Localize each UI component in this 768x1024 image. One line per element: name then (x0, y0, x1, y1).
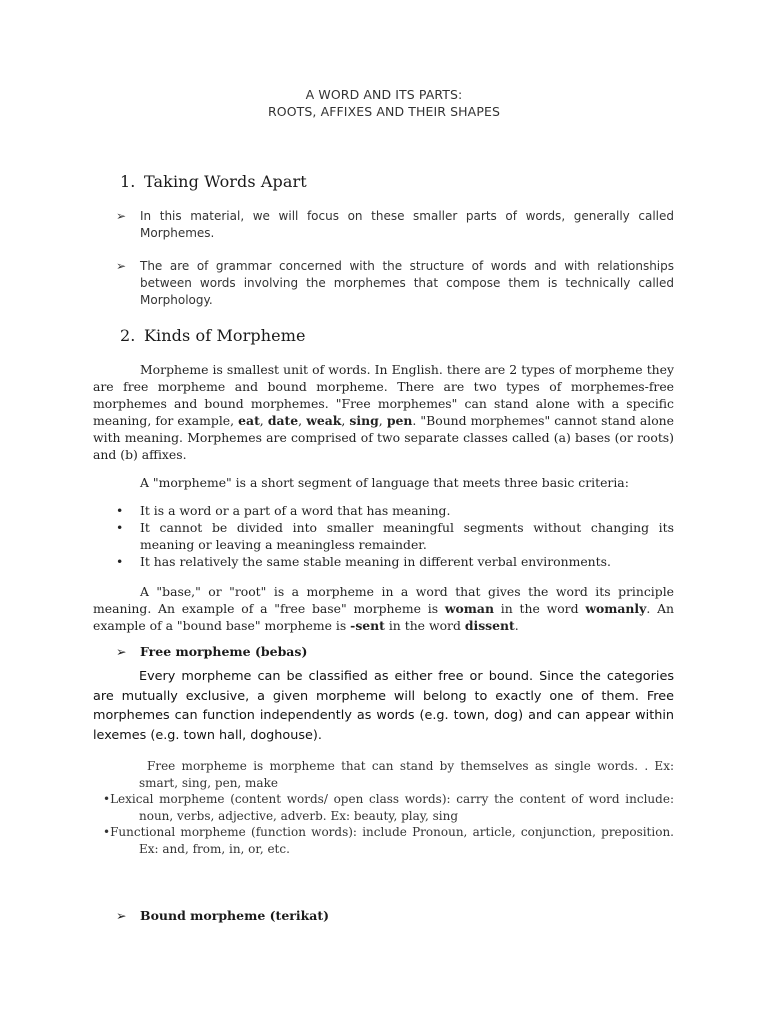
example-word: eat (238, 413, 260, 428)
section-1-heading (120, 172, 307, 191)
section-2-heading (120, 326, 306, 345)
arrow-bullet-icon: ➢ (116, 644, 127, 659)
bound-morpheme-heading: ➢ Bound morpheme (terikat) (116, 908, 330, 923)
section-1-item-2 (116, 258, 674, 309)
example-word: -sent (350, 618, 385, 633)
criteria-list (114, 502, 674, 570)
base-root-paragraph: A "base," or "root" is a morpheme in a word that gives the word its principle meaning. An example of a "free base" morpheme is woman in the word womanly. An example of a "bound base" morpheme is -sent in the word dissent. (93, 584, 674, 633)
bullet-icon: • (116, 554, 124, 569)
arrow-bullet-icon: ➢ (116, 259, 127, 273)
section-1-item-1 (116, 208, 674, 242)
section-1-item-1-text: In this material, we will focus on these smaller parts of words, generally called Morphemes. (140, 209, 674, 240)
title-line-1: A WORD AND ITS PARTS: (305, 87, 463, 102)
section-1-number: 1. (120, 172, 136, 191)
criteria-intro-paragraph: A "morpheme" is a short segment of language that meets three basic criteria: (140, 475, 629, 490)
list-item: • It has relatively the same stable meaning in different verbal environments. (116, 554, 611, 569)
example-word: pen (386, 413, 413, 428)
free-morpheme-definition: Free morpheme is morpheme that can stand by themselves as single words. . Ex: smart, sing, pen, make (139, 759, 674, 790)
section-1-title: Taking Words Apart (144, 172, 307, 191)
title-line-2: ROOTS, AFFIXES AND THEIR SHAPES (268, 104, 500, 119)
section-2-number: 2. (120, 326, 136, 345)
example-word: woman (444, 601, 494, 616)
example-word: dissent (464, 618, 515, 633)
example-word: date (267, 413, 299, 428)
bullet-icon: • (116, 503, 124, 518)
example-word: weak (306, 413, 342, 428)
arrow-bullet-icon: ➢ (116, 908, 127, 923)
section-2-title: Kinds of Morpheme (144, 326, 306, 345)
functional-morpheme-item: •Functional morpheme (function words): include Pronoun, article, conjunction, preposition. Ex: and, from, in, or, etc. (103, 825, 674, 856)
list-item: • It cannot be divided into smaller meaningful segments without changing its meaning or leaving a meaningless remainder. (116, 520, 674, 552)
bullet-icon: • (103, 825, 111, 839)
list-item: • It is a word or a part of a word that has meaning. (116, 503, 451, 518)
bullet-icon: • (116, 520, 124, 535)
free-morpheme-details (93, 758, 674, 857)
section-1-item-2-text: The are of grammar concerned with the structure of words and with relationships between words involving the morphemes that compose them is technically called Morphology. (140, 259, 674, 307)
example-word: sing (349, 413, 379, 428)
document-title (0, 86, 768, 120)
morpheme-definition-paragraph: Morpheme is smallest unit of words. In English. there are 2 types of morpheme they are free morpheme and bound morpheme. There are two types of morphemes-free morphemes and bound morphemes. "Free morphemes" can stand alone with a specific meaning, for example, eat, date, weak, sing, pen. "Bound morphemes" cannot stand alone with meaning. Morphemes are comprised of two separate classes called (a) bases (or roots) and (b) affixes. (93, 362, 674, 462)
bullet-icon: • (103, 792, 111, 806)
example-word: womanly (585, 601, 647, 616)
lexical-morpheme-item: •Lexical morpheme (content words/ open class words): carry the content of word include: noun, verbs, adjective, adverb. Ex: beauty, play, sing (103, 792, 674, 823)
free-morpheme-heading: ➢ Free morpheme (bebas) (116, 644, 308, 659)
arrow-bullet-icon: ➢ (116, 209, 127, 223)
free-morpheme-paragraph: Every morpheme can be classified as either free or bound. Since the categories are mutually exclusive, a given morpheme will belong to exactly one of them. Free morphemes can function independently as words (e.g. town, dog) and can appear within lexemes (e.g. town hall, doghouse). (93, 669, 674, 743)
